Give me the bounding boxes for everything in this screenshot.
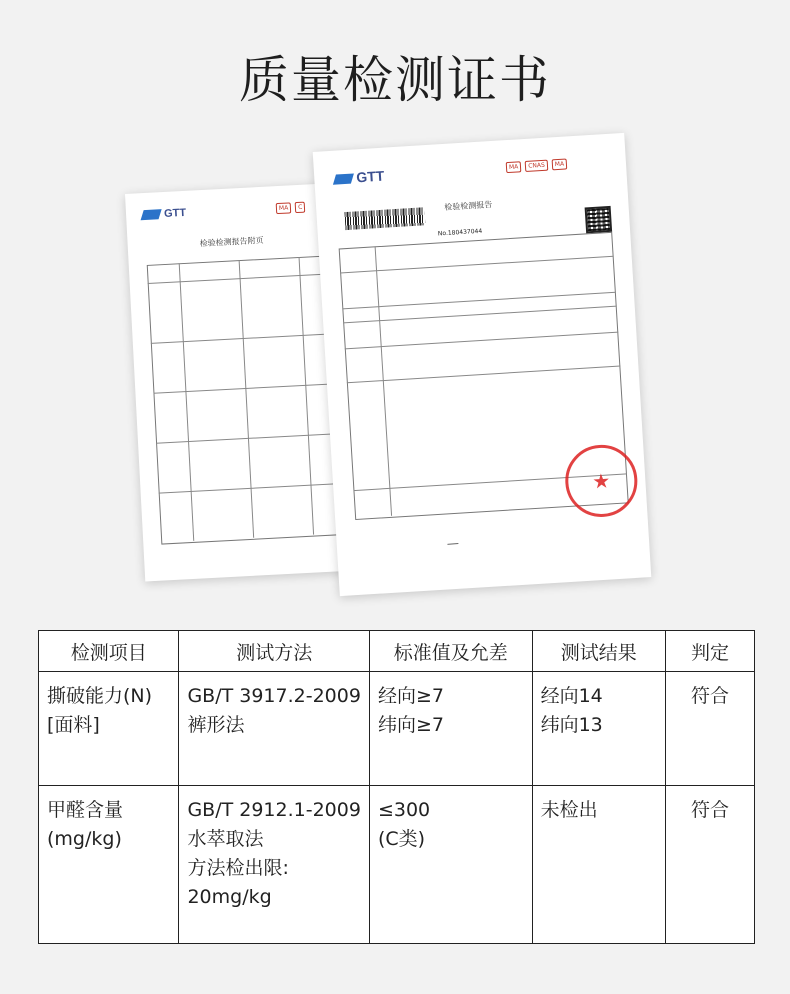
cell-text: 经向≥7: [377, 685, 444, 707]
result-cell: [532, 786, 665, 944]
cell-text: 未检出: [540, 799, 598, 821]
method-cell: [179, 672, 370, 786]
standard-cell: [369, 786, 532, 944]
cell-text: ≤300: [377, 799, 431, 821]
certificate-images: [0, 120, 790, 610]
cell-text: 裤形法: [187, 714, 245, 736]
cell-text: GB/T 2912.1-2009: [187, 799, 361, 821]
gtt-logo: GTT: [334, 168, 385, 187]
header-cell: 判定: [665, 631, 754, 672]
header-cell: 标准值及允差: [369, 631, 532, 672]
cell-text: 方法检出限:: [187, 857, 289, 879]
cell-text: 水萃取法: [187, 828, 264, 850]
item-cell: [39, 672, 179, 786]
verdict-cell: [665, 786, 754, 944]
qr-code: [585, 206, 613, 234]
cell-text: GB/T 3917.2-2009: [187, 685, 361, 707]
spec-table: [38, 630, 755, 944]
cert-marks: MA CNAS MA: [506, 158, 568, 173]
table-row: [39, 786, 755, 944]
item-cell: [39, 786, 179, 944]
table-header-row: [39, 631, 755, 672]
verdict-cell: [665, 672, 754, 786]
signature: —: [446, 535, 460, 551]
cell-text: 符合: [690, 799, 729, 821]
standard-cell: [369, 672, 532, 786]
barcode: [344, 207, 425, 230]
inspection-report-page: [313, 133, 652, 596]
cell-text: 甲醛含量: [47, 799, 124, 821]
table-row: [39, 672, 755, 786]
cert-marks: MA C: [276, 202, 306, 215]
cell-text: 符合: [690, 685, 729, 707]
cell-text: [面料]: [47, 714, 100, 736]
appendix-title: 检验检测报告附页: [199, 235, 264, 249]
cell-text: 纬向≥7: [377, 714, 444, 736]
page-title: 质量检测证书: [239, 51, 551, 109]
official-seal: ★: [563, 443, 639, 519]
header-cell: 检测项目: [39, 631, 179, 672]
report-number: No.180437044: [437, 227, 483, 238]
report-title: 检验检测报告: [444, 200, 493, 212]
cell-text: 纬向13: [540, 714, 603, 736]
cell-text: (C类): [377, 828, 426, 850]
cell-text: 20mg/kg: [187, 886, 272, 908]
header-cell: 测试结果: [532, 631, 665, 672]
cell-text: 撕破能力(N): [47, 685, 153, 707]
method-cell: [179, 786, 370, 944]
cell-text: (mg/kg): [47, 828, 122, 850]
cell-text: 经向14: [540, 685, 603, 707]
result-cell: [532, 672, 665, 786]
gtt-logo: GTT: [142, 207, 187, 221]
header-cell: 测试方法: [179, 631, 370, 672]
